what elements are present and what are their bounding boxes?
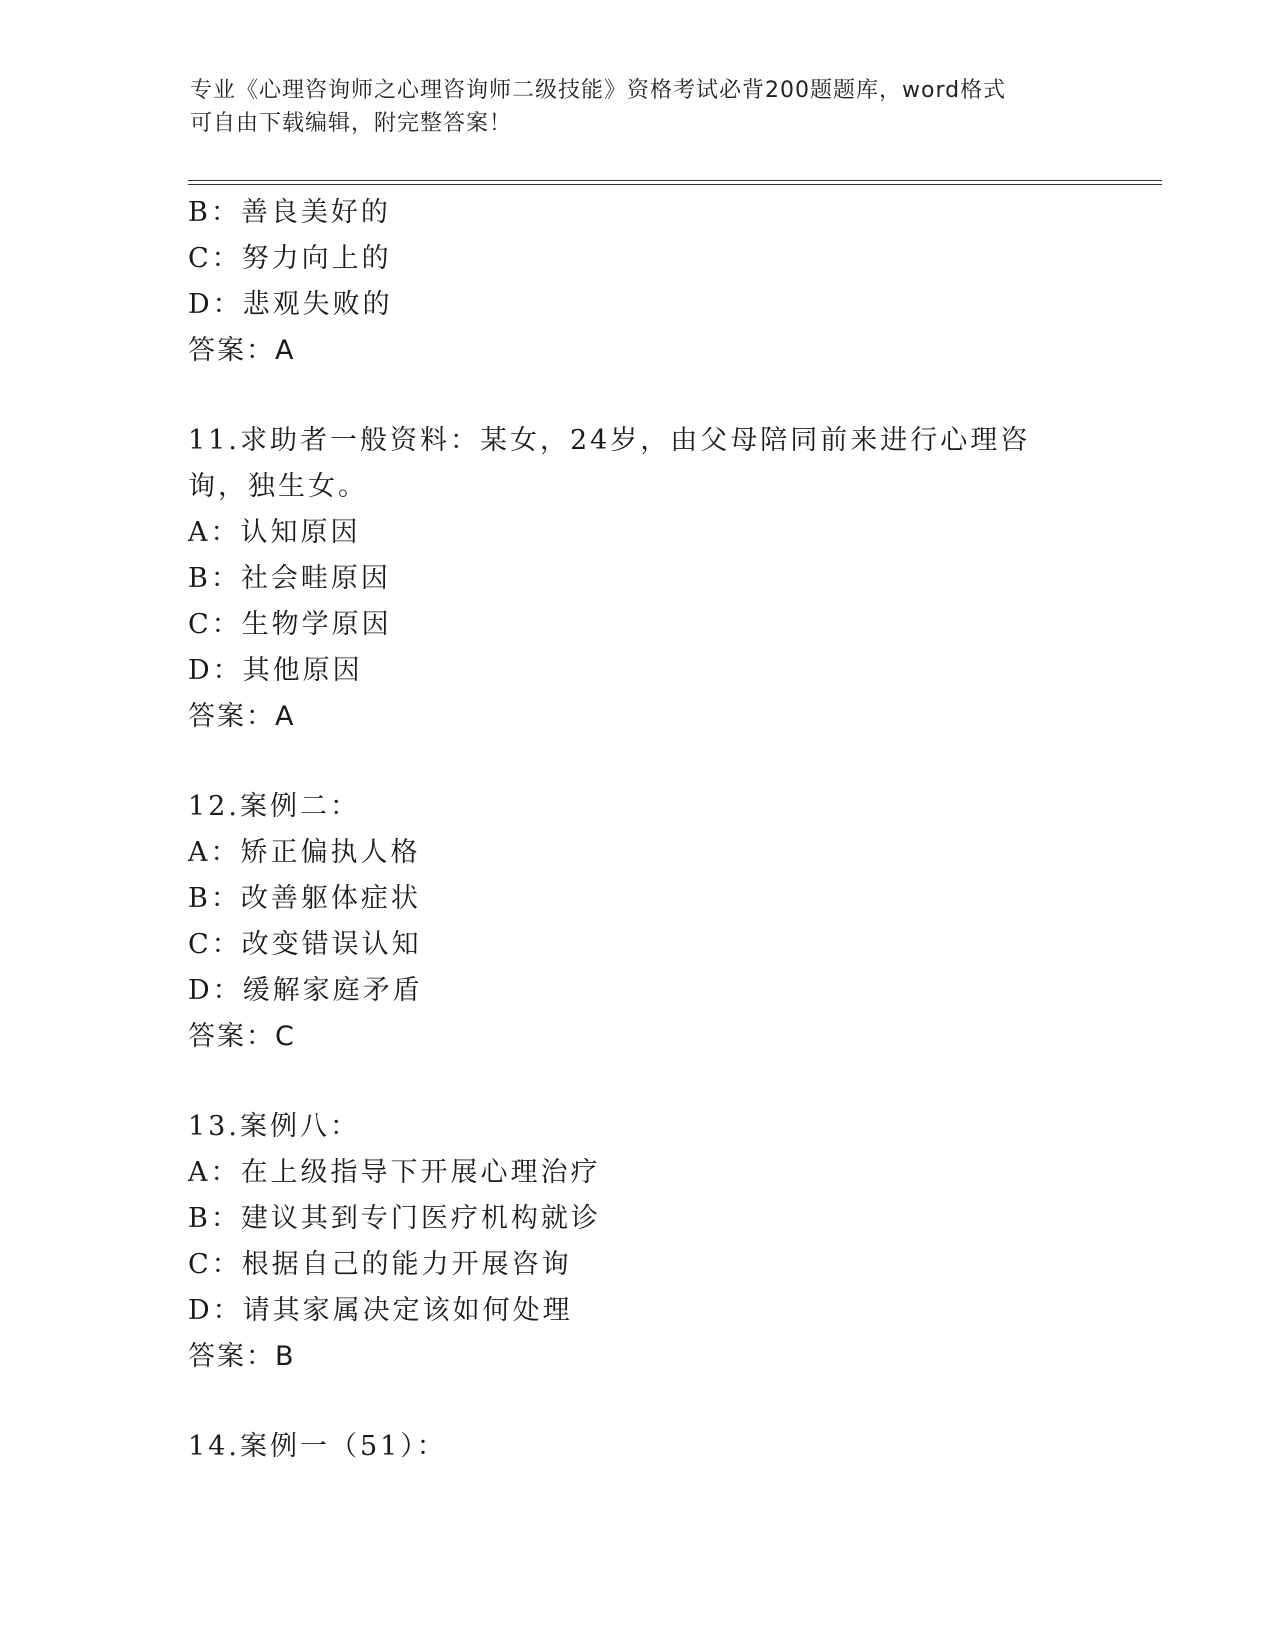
question-13 xyxy=(188,1104,1088,1380)
option-c: C：生物学原因 xyxy=(188,609,392,640)
option-a: A：矫正偏执人格 xyxy=(188,837,421,868)
answer-line: 答案：A xyxy=(188,335,296,366)
header-divider-bottom xyxy=(188,184,1162,185)
option-d: D：其他原因 xyxy=(188,655,363,686)
header-divider-top xyxy=(188,180,1162,181)
option-b: B：社会畦原因 xyxy=(188,563,391,594)
answer-line: 答案：B xyxy=(188,1341,296,1372)
option-d: D：缓解家庭矛盾 xyxy=(188,975,423,1006)
option-c: C：改变错误认知 xyxy=(188,929,422,960)
option-c: C：努力向上的 xyxy=(188,243,392,274)
answer-line: 答案：C xyxy=(188,1021,296,1052)
option-b: B：改善躯体症状 xyxy=(188,883,421,914)
question-content xyxy=(188,190,1088,1470)
answer-line: 答案：A xyxy=(188,701,296,732)
option-a: A：认知原因 xyxy=(188,517,361,548)
header-line-2: 可自由下载编辑，附完整答案！ xyxy=(190,111,513,136)
option-c: C：根据自己的能力开展咨询 xyxy=(188,1249,572,1280)
question-14 xyxy=(188,1424,1088,1470)
question-10-continued xyxy=(188,190,1088,374)
option-a: A：在上级指导下开展心理治疗 xyxy=(188,1157,601,1188)
question-12 xyxy=(188,784,1088,1060)
option-b: B：善良美好的 xyxy=(188,197,391,228)
option-d: D：请其家属决定该如何处理 xyxy=(188,1295,573,1326)
document-header xyxy=(190,74,1090,140)
header-line-1: 专业《心理咨询师之心理咨询师二级技能》资格考试必背200题题库，word格式 xyxy=(190,78,1007,103)
option-d: D：悲观失败的 xyxy=(188,289,393,320)
question-stem: 13.案例八： xyxy=(188,1111,360,1142)
question-stem: 14.案例一（51）： xyxy=(188,1431,447,1462)
question-11 xyxy=(188,418,1088,740)
question-stem: 12.案例二： xyxy=(188,791,360,822)
question-stem: 11.求助者一般资料：某女，24岁，由父母陪同前来进行心理咨询，独生女。 xyxy=(188,425,1031,502)
option-b: B：建议其到专门医疗机构就诊 xyxy=(188,1203,601,1234)
